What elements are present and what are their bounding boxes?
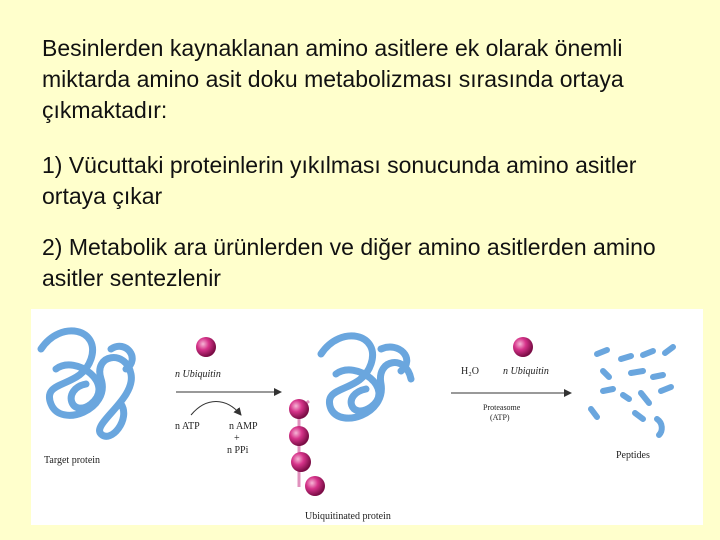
ubiquitin-ball-icon <box>196 337 216 357</box>
ubiquitin-label: n Ubiquitin <box>175 369 221 380</box>
ubiquitin-ball-icon-2 <box>513 337 533 357</box>
peptides-icon <box>591 347 673 435</box>
atp-cofactor-label: (ATP) <box>490 413 510 422</box>
proteasome-label: Proteasome <box>483 403 521 412</box>
list-item-1: 1) Vücuttaki proteinlerin yıkılması sonucunda amino asitler ortaya çıkar <box>42 152 637 209</box>
plus-label: + <box>234 433 240 444</box>
water-label: H₂O <box>461 366 479 377</box>
intro-paragraph: Besinlerden kaynaklanan amino asitlere ek olarak önemli miktarda amino asit doku metabolizması sırasında ortaya çıkmaktadır: <box>42 35 624 123</box>
amp-label: n AMP <box>229 421 258 432</box>
list-item-2: 2) Metabolik ara ürünlerden ve diğer amino asitlerden amino asitler sentezlenir <box>42 234 656 291</box>
atp-label: n ATP <box>175 421 200 432</box>
figure-drawing <box>31 309 703 525</box>
ubiquitin-proteasome-figure <box>31 309 703 525</box>
ubiquitinated-protein-icon <box>321 336 411 418</box>
target-protein-icon <box>41 331 132 436</box>
peptides-label: Peptides <box>616 450 650 461</box>
ubiquitinated-protein-label: Ubiquitinated protein <box>305 511 391 522</box>
target-protein-label: Target protein <box>44 455 101 466</box>
cofactor-arrow <box>191 402 241 416</box>
ppi-label: n PPi <box>227 445 249 456</box>
ubiquitin-label-2: n Ubiquitin <box>503 366 549 377</box>
